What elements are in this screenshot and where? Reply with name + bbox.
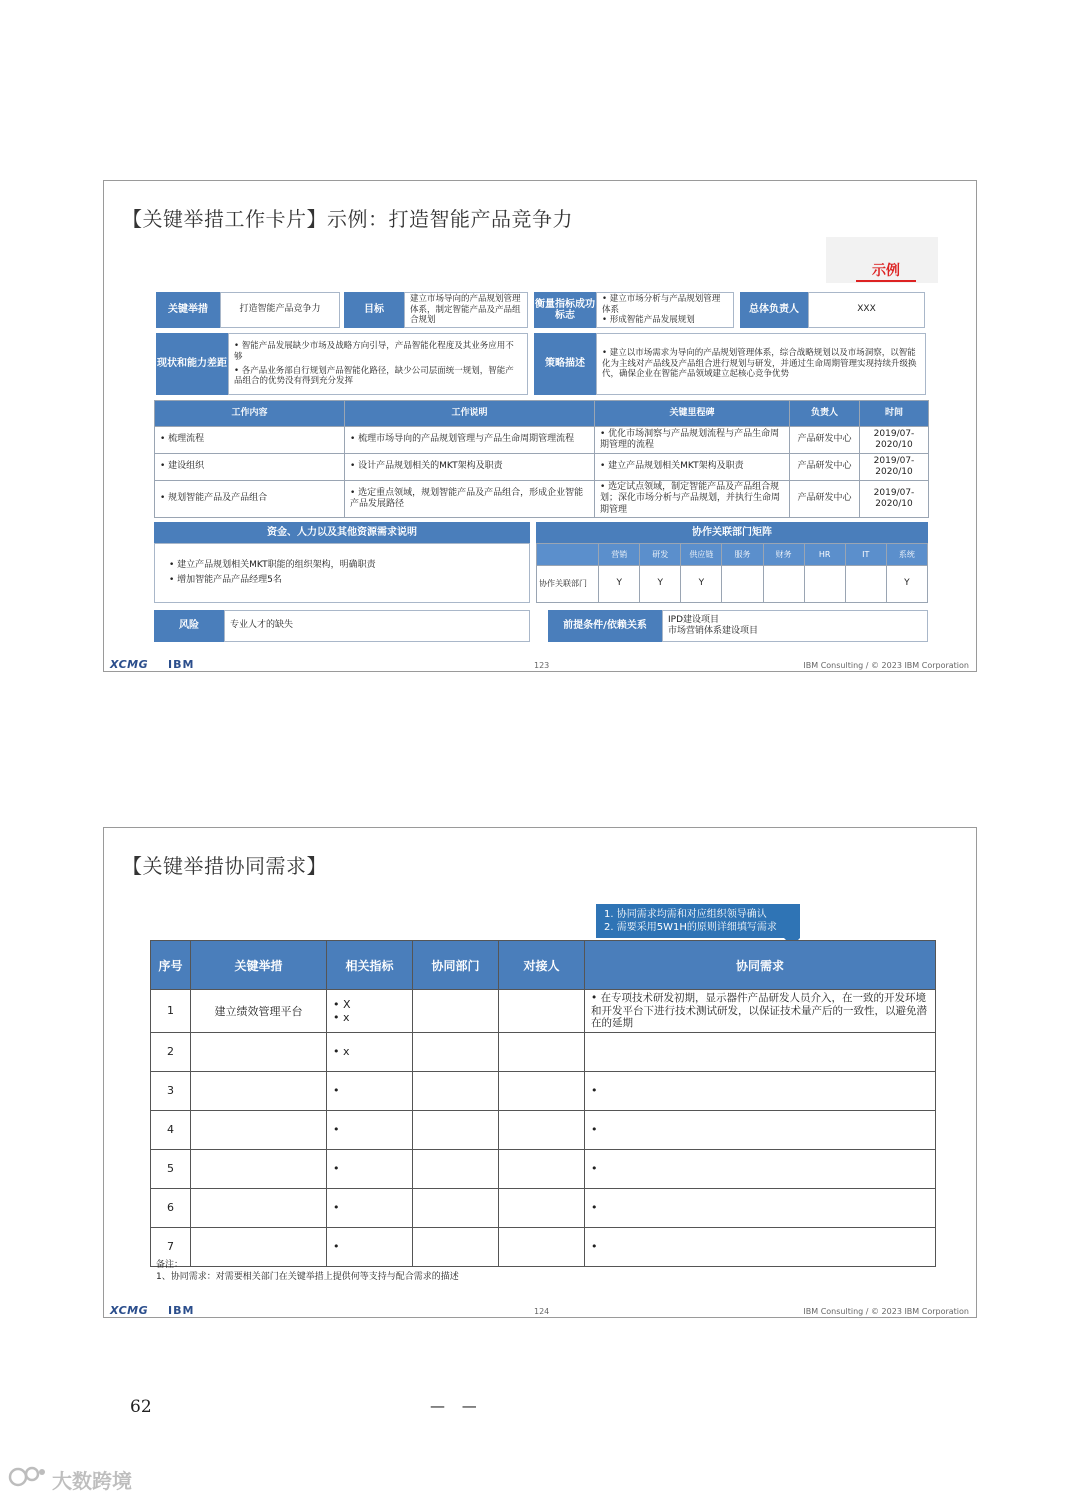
work-milestone: • 建立产品规划相关MKT架构及职责 (595, 454, 790, 481)
row-number: 7 (151, 1227, 191, 1266)
work-content: • 梳理流程 (155, 427, 345, 454)
stamp-area (826, 237, 938, 283)
ibm-logo: IBM (168, 1304, 195, 1317)
matrix-value: Y (886, 566, 927, 603)
row-metrics: • (327, 1110, 413, 1149)
ibm-logo: IBM (168, 658, 195, 671)
owner-value: XXX (808, 292, 925, 328)
row-contact (499, 1110, 585, 1149)
table-row (155, 427, 929, 454)
collab-header: 关键举措 (191, 941, 327, 990)
collab-table (150, 940, 936, 1267)
gap-value (228, 333, 528, 395)
collab-header-row (151, 941, 936, 990)
row-metrics: • (327, 1188, 413, 1227)
work-milestone: • 优化市场洞察与产品规划流程与产品生命周期管理的流程 (595, 427, 790, 454)
matrix-value (804, 566, 845, 603)
row-contact (499, 1071, 585, 1110)
matrix-col: 研发 (640, 544, 681, 566)
work-desc: • 梳理市场导向的产品规划管理与产品生命周期管理流程 (345, 427, 595, 454)
metric-label: 衡量指标成功标志 (534, 292, 596, 328)
row-need (585, 1032, 936, 1071)
copyright: IBM Consulting / © 2023 IBM Corporation (803, 661, 969, 670)
matrix-row-label: 协作关联部门 (537, 566, 599, 603)
row-contact (499, 1227, 585, 1266)
work-content: • 建设组织 (155, 454, 345, 481)
matrix-value (722, 566, 763, 603)
row-need: • (585, 1188, 936, 1227)
prereq-label: 前提条件/依赖关系 (548, 610, 662, 642)
work-desc: • 选定重点领域，规划智能产品及产品组合，形成企业智能产品发展路径 (345, 481, 595, 518)
table-row (151, 1149, 936, 1188)
resource-box (154, 543, 530, 603)
metric-line: • 建立市场分析与产品规划管理体系 (602, 294, 721, 315)
matrix-col: 系统 (886, 544, 927, 566)
table-row (151, 1032, 936, 1071)
matrix-value (845, 566, 886, 603)
work-time: 2019/07-2020/10 (860, 481, 929, 518)
row-dept (413, 1149, 499, 1188)
matrix-col: 服务 (722, 544, 763, 566)
prereq-line: 市场营销体系建设项目 (668, 626, 759, 636)
table-row (151, 1188, 936, 1227)
row-metrics: • (327, 1149, 413, 1188)
collab-header: 相关指标 (327, 941, 413, 990)
row-action (191, 1110, 327, 1149)
watermark (8, 1464, 132, 1494)
metric-item: • x (333, 1010, 350, 1024)
page-number: 62 (130, 1397, 152, 1417)
matrix-header: 协作关联部门矩阵 (536, 522, 928, 543)
matrix-col: IT (845, 544, 886, 566)
row-need: • (585, 1110, 936, 1149)
matrix-col: 营销 (599, 544, 640, 566)
goal-value: 建立市场导向的产品规划管理体系，制定智能产品及产品组合规划 (404, 292, 528, 328)
work-table-header (155, 401, 929, 427)
metric-line: • 形成智能产品发展规划 (602, 315, 695, 326)
row-number: 1 (151, 990, 191, 1033)
row-need: • (585, 1071, 936, 1110)
matrix-value: Y (681, 566, 722, 603)
work-owner: 产品研发中心 (790, 427, 860, 454)
work-header: 工作说明 (345, 401, 595, 427)
row-dept (413, 1032, 499, 1071)
row-action (191, 1149, 327, 1188)
note-title: 备注： (156, 1260, 184, 1270)
example-stamp: 示例 (856, 260, 916, 282)
work-table (154, 400, 929, 518)
matrix-table (536, 543, 928, 603)
row-need: • (585, 1149, 936, 1188)
strategy-value: • 建立以市场需求为导向的产品规划管理体系，综合战略规划以及市场洞察，以智能化为主线对产品线及产品组合进行规划与研发，并通过生命周期管理实现持续升级换代，确保企业在智能产品领域建立起核心竞争优势 (596, 333, 926, 395)
row-action (191, 1188, 327, 1227)
work-time: 2019/07-2020/10 (860, 454, 929, 481)
collab-header: 协同需求 (585, 941, 936, 990)
resource-line: • 建立产品规划相关MKT职能的组织架构，明确职责 (169, 560, 376, 570)
matrix-value (763, 566, 804, 603)
xcmg-logo: XCMG (110, 658, 149, 671)
slide-work-card (103, 180, 977, 672)
gap-label: 现状和能力差距 (156, 333, 228, 395)
row-number: 5 (151, 1149, 191, 1188)
matrix-col: HR (804, 544, 845, 566)
row-metrics (327, 990, 413, 1033)
metric-value (596, 292, 734, 328)
row-number: 3 (151, 1071, 191, 1110)
table-row (151, 990, 936, 1033)
row-dept (413, 1188, 499, 1227)
prereq-line: IPD建设项目 (668, 614, 720, 625)
matrix-col-row (537, 544, 928, 566)
table-row (151, 1110, 936, 1149)
callout-line: 2. 需要采用5W1H的原则详细填写需求 (604, 922, 777, 933)
collab-header: 序号 (151, 941, 191, 990)
slide-page-number: 123 (534, 661, 550, 670)
row-metrics: • (327, 1227, 413, 1266)
note-text: 1、协同需求：对需要相关部门在关键举措上提供何等支持与配合需求的描述 (156, 1271, 459, 1282)
watermark-icon (8, 1464, 48, 1494)
row-number: 6 (151, 1188, 191, 1227)
row-number: 4 (151, 1110, 191, 1149)
resource-line: • 增加智能产品产品经理5名 (169, 575, 282, 586)
row-contact (499, 990, 585, 1033)
copyright: IBM Consulting / © 2023 IBM Corporation (803, 1307, 969, 1316)
row-action (191, 1071, 327, 1110)
row-contact (499, 1188, 585, 1227)
slide-collab-needs (103, 827, 977, 1318)
xcmg-logo: XCMG (110, 1304, 149, 1317)
row-metrics: • x (327, 1032, 413, 1071)
callout-box (596, 904, 800, 938)
risk-value: 专业人才的缺失 (224, 610, 530, 642)
key-action-label: 关键举措 (156, 292, 220, 328)
row-contact (499, 1149, 585, 1188)
row-action: 建立绩效管理平台 (191, 990, 327, 1033)
page-dash: — — (430, 1397, 483, 1415)
row-dept (413, 1110, 499, 1149)
matrix-value: Y (599, 566, 640, 603)
row-need: • (585, 1227, 936, 1266)
matrix-col: 供应链 (681, 544, 722, 566)
gap-line: • 各产品业务部自行规划产品智能化路径，缺少公司层面统一规划，智能产品组合的优势没有得到充分发挥 (234, 365, 514, 387)
collab-header: 对接人 (499, 941, 585, 990)
note (156, 1260, 459, 1283)
row-metrics: • (327, 1071, 413, 1110)
table-row (155, 454, 929, 481)
row-action (191, 1032, 327, 1071)
resource-header: 资金、人力以及其他资源需求说明 (154, 522, 530, 543)
work-owner: 产品研发中心 (790, 454, 860, 481)
slide-page-number: 124 (534, 1307, 550, 1316)
work-time: 2019/07-2020/10 (860, 427, 929, 454)
work-header: 负责人 (790, 401, 860, 427)
work-header: 关键里程碑 (595, 401, 790, 427)
row-need: • 在专项技术研发初期，显示器件产品研发人员介入，在一致的开发环境和开发平台下进行技术测试研发，以保证技术量产后的一致性，以避免潜在的延期 (585, 990, 936, 1033)
row-dept (413, 990, 499, 1033)
goal-label: 目标 (344, 292, 404, 328)
risk-label: 风险 (154, 610, 224, 642)
watermark-text: 大数跨境 (52, 1468, 132, 1493)
row-contact (499, 1032, 585, 1071)
owner-label: 总体负责人 (740, 292, 808, 328)
callout-line: 1. 协同需求均需和对应组织领导确认 (604, 909, 767, 920)
strategy-label: 策略描述 (534, 333, 596, 395)
work-milestone: • 选定试点领域，制定智能产品及产品组合规划；深化市场分析与产品规划，并执行生命周期管理 (595, 481, 790, 518)
work-content: • 规划智能产品及产品组合 (155, 481, 345, 518)
collab-header: 协同部门 (413, 941, 499, 990)
slide-title: 【关键举措协同需求】 (122, 854, 327, 878)
metric-item: • X (333, 997, 351, 1011)
key-action-value: 打造智能产品竞争力 (220, 292, 340, 328)
row-dept (413, 1071, 499, 1110)
matrix-value: Y (640, 566, 681, 603)
table-row (155, 481, 929, 518)
slide-title: 【关键举措工作卡片】示例：打造智能产品竞争力 (122, 207, 573, 231)
work-desc: • 设计产品规划相关的MKT架构及职责 (345, 454, 595, 481)
matrix-corner (537, 544, 599, 566)
gap-line: • 智能产品发展缺少市场及战略方向引导，产品智能化程度及其业务应用不够 (234, 341, 514, 362)
work-header: 时间 (860, 401, 929, 427)
matrix-col: 财务 (763, 544, 804, 566)
prereq-value (662, 610, 928, 642)
row-number: 2 (151, 1032, 191, 1071)
work-owner: 产品研发中心 (790, 481, 860, 518)
table-row (151, 1071, 936, 1110)
matrix-value-row (537, 566, 928, 603)
work-header: 工作内容 (155, 401, 345, 427)
